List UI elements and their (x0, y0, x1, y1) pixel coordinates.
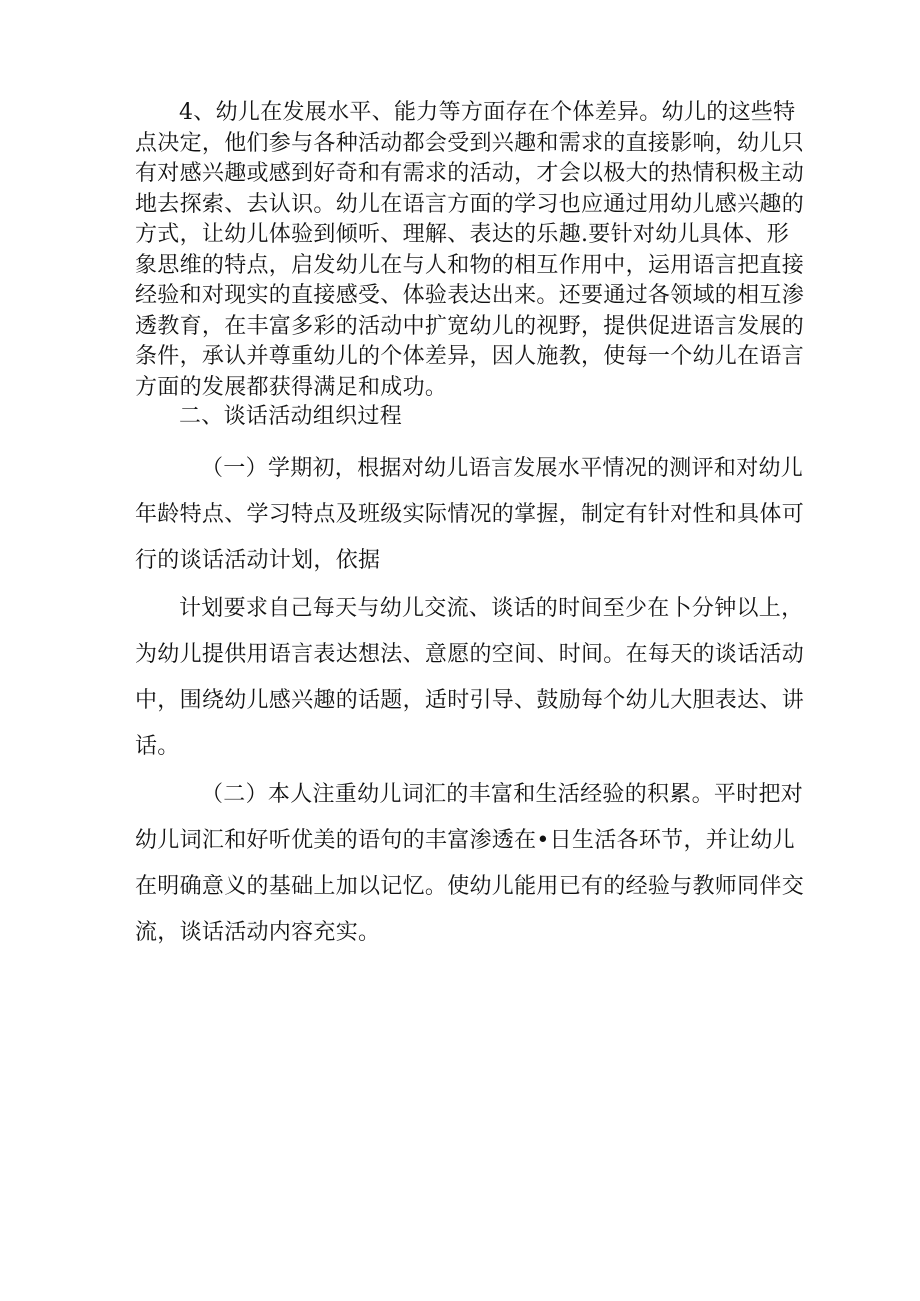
text-line: 经验和对现实的直接感受、体验表达出来。还要通过各领域的相互渗 (135, 283, 805, 308)
text-line: 年龄特点、学习特点及班级实际情况的掌握，制定有针对性和具体可 (135, 502, 805, 527)
text-line: 话。 (135, 734, 180, 759)
text-line: 幼儿词汇和好听优美的语句的丰富渗透在•日生活各环节，并让幼儿 (135, 828, 795, 853)
text-line: 计划要求自己每天与幼儿交流、谈话的时间至少在卜分钟以上， (179, 596, 804, 621)
section-heading (135, 394, 785, 440)
text-line: 条件，承认并尊重幼儿的个体差异，因人施教，使每一个幼儿在语言 (135, 344, 805, 369)
section-heading-text: 二、谈话活动组织过程 (179, 404, 403, 429)
paragraph-daily-talk (135, 586, 805, 770)
text-line: 为幼儿提供用语言表达想法、意愿的空间、时间。在每天的谈话活动 (135, 642, 805, 667)
text-line: 行的谈话活动计划，依据 (135, 548, 381, 573)
paragraph-vocabulary (135, 772, 805, 956)
text-line: （二）本人注重幼儿词汇的丰富和生活经验的积累。平时把对 (201, 782, 804, 807)
text-line: 有对感兴趣或感到好奇和有需求的活动，才会以极大的热情积极主动 (135, 161, 805, 186)
text-line: 象思维的特点，启发幼儿在与人和物的相互作用中，运用语言把直接 (135, 252, 805, 278)
paragraph-individual-differences (135, 98, 805, 403)
paragraph-semester-plan (135, 446, 805, 584)
text-line: （一）学期初，根据对幼儿语言发展水平情况的测评和对幼儿 (201, 456, 804, 481)
text-line: 4、幼儿在发展水平、能力等方面存在个体差异。幼儿的这些特 (179, 100, 796, 125)
text-line: 方式，让幼儿体验到倾听、理解、表达的乐趣.要针对幼儿具体、形 (135, 222, 789, 247)
text-line: 在明确意义的基础上加以记忆。使幼儿能用已有的经验与教师同伴交 (135, 874, 805, 899)
text-line: 方面的发展都获得满足和成功。 (135, 374, 448, 400)
text-line: 流，谈话活动内容充实。 (135, 920, 381, 945)
text-line: 地去探索、去认识。幼儿在语言方面的学习也应通过用幼儿感兴趣的 (135, 191, 805, 217)
text-line: 透教育，在丰富多彩的活动中扩宽幼儿的视野，提供促进语言发展的 (135, 313, 805, 339)
text-line: 中，围绕幼儿感兴趣的话题，适时引导、鼓励每个幼儿大胆表达、讲 (135, 688, 805, 713)
text-line: 点决定，他们参与各种活动都会受到兴趣和需求的直接影响，幼儿只 (135, 130, 805, 156)
